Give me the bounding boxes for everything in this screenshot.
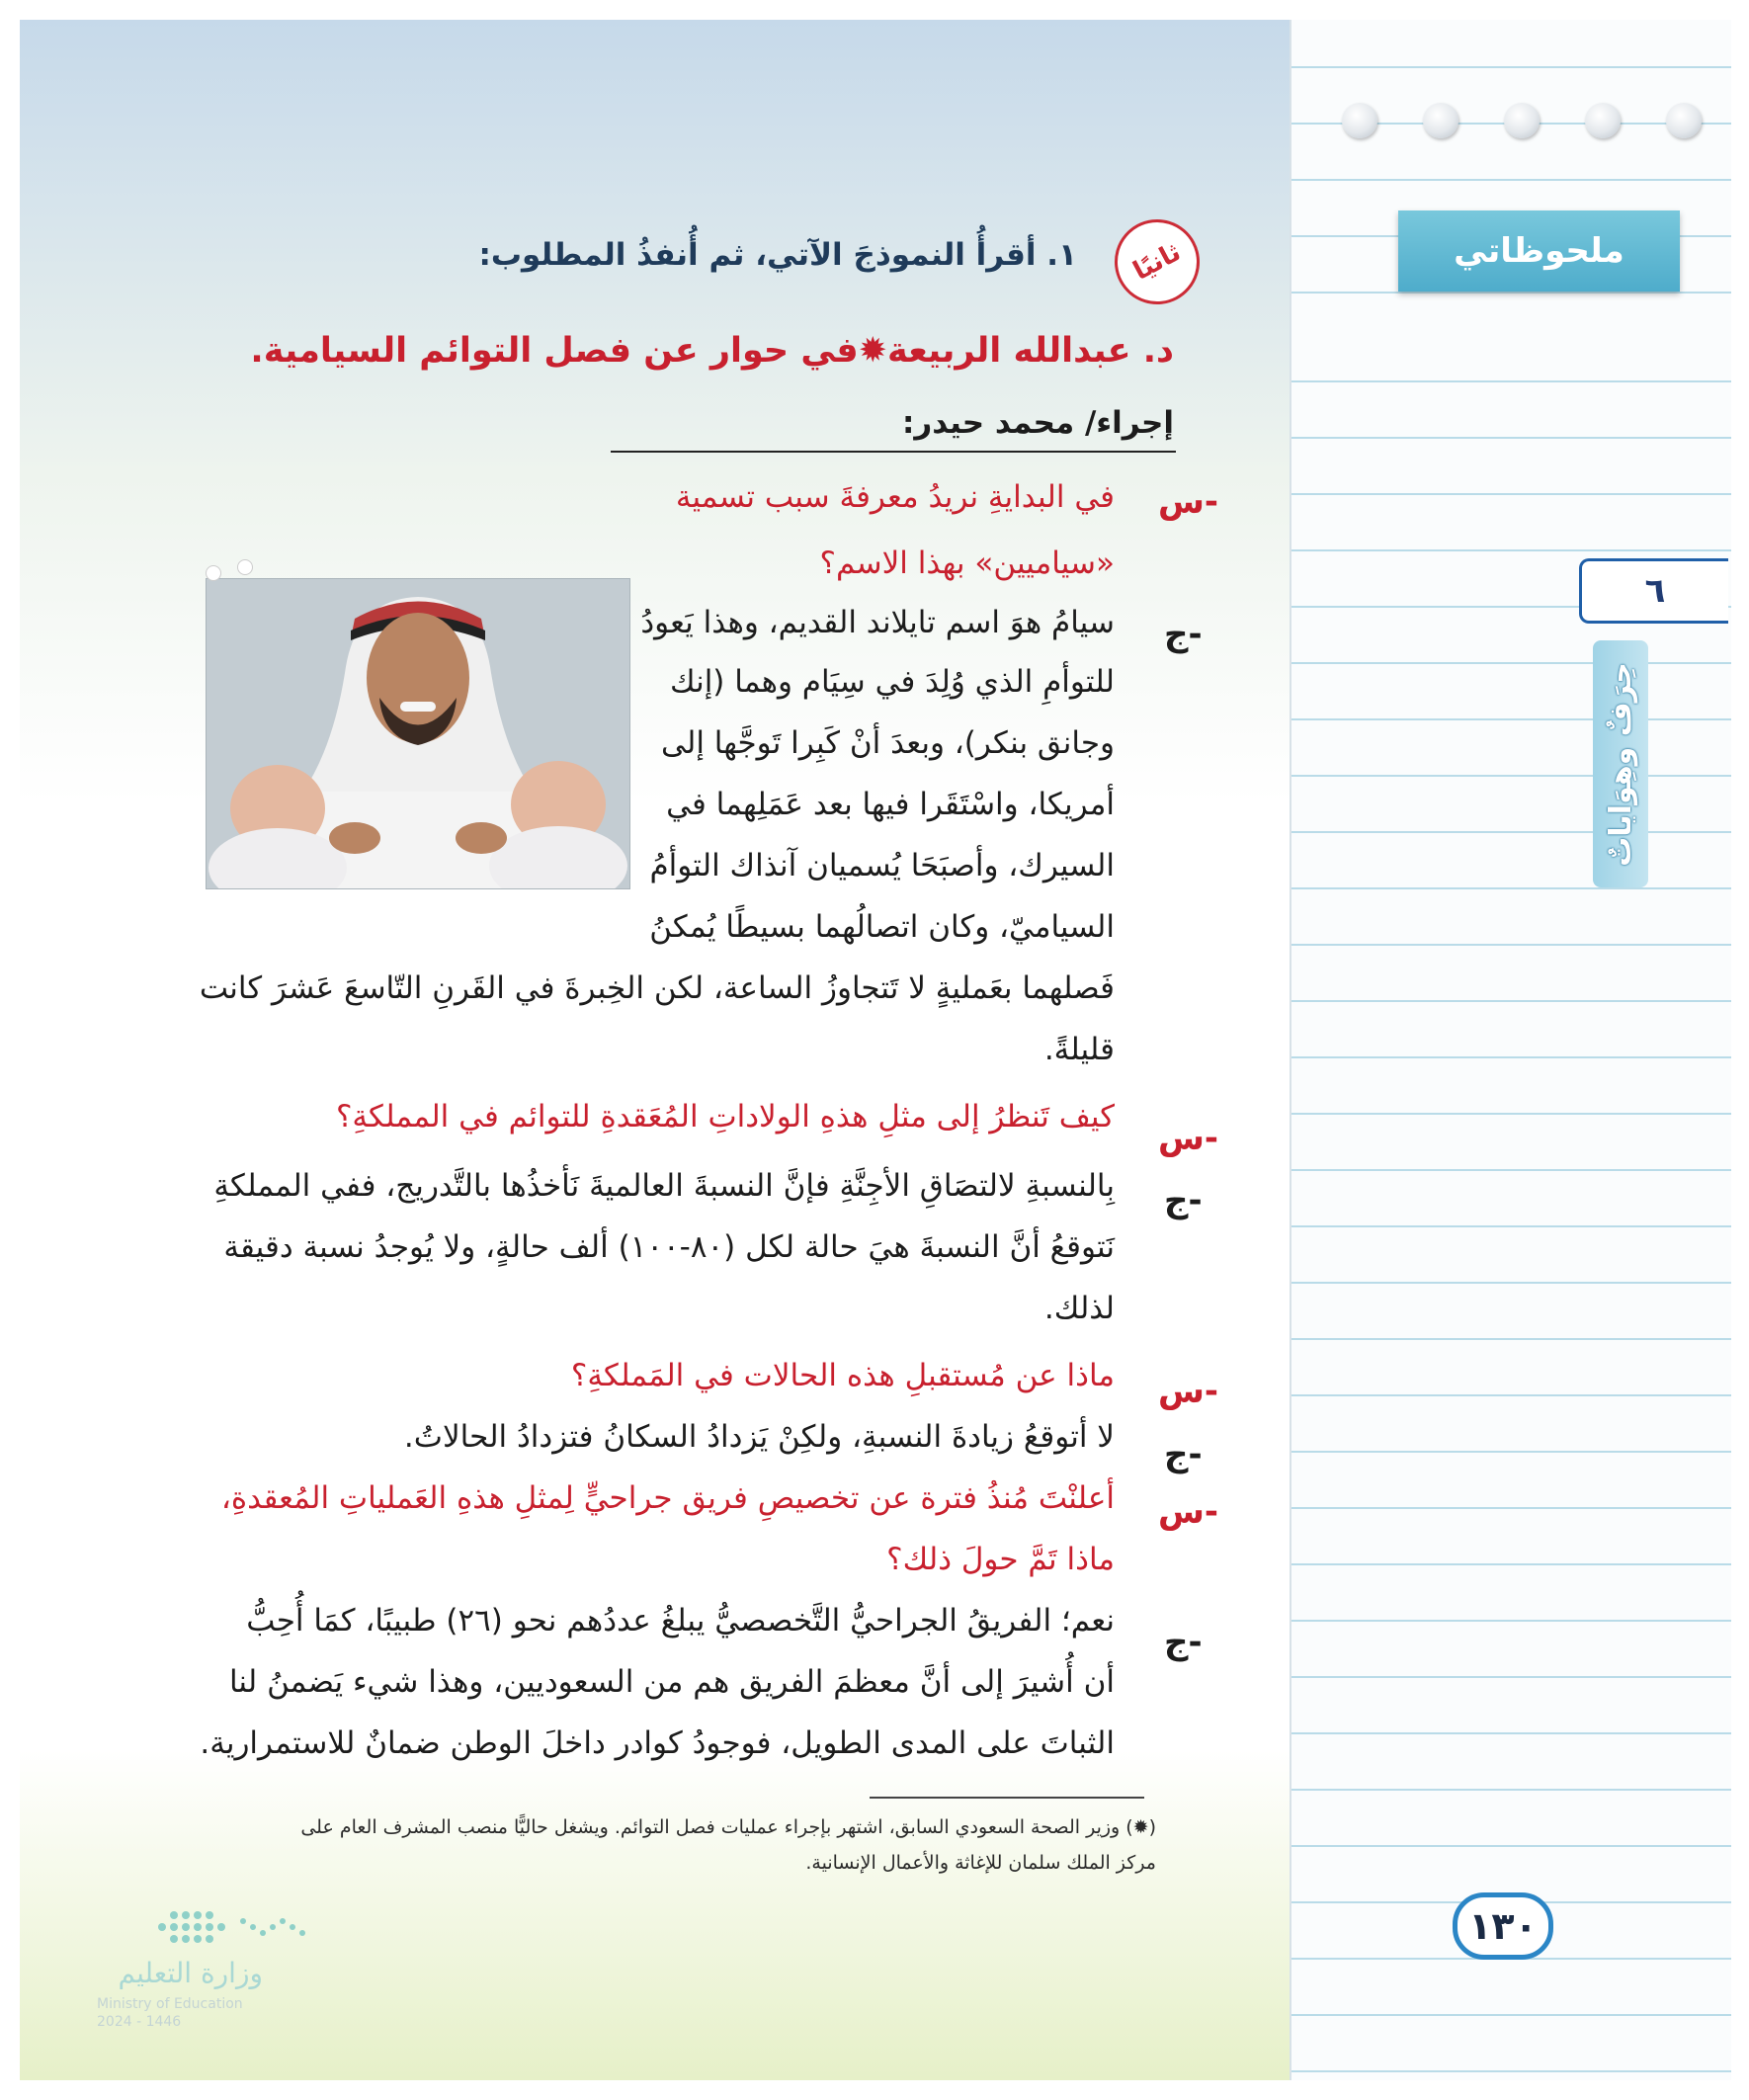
photo-doctor-with-twins xyxy=(206,578,630,889)
divider xyxy=(611,451,1176,453)
question-marker: س- xyxy=(1158,1119,1219,1158)
ministry-logo xyxy=(95,1907,342,2036)
q2-line: كيف تَنظرُ إلى مثلِ هذهِ الولاداتِ المُعَقدةِ للتوائم في المملكةِ؟ xyxy=(335,1099,1115,1134)
a1-line: للتوأمِ الذي وُلِدَ في سِيَام وهما (إنك xyxy=(669,664,1115,700)
instruction: ١. أقرأُ النموذجَ الآتي، ثم أُنفذُ المطلوب: xyxy=(478,237,1077,273)
question-marker: س- xyxy=(1158,1372,1219,1411)
ministry-arabic: وزارة التعليم xyxy=(118,1957,263,1989)
answer-marker: ج- xyxy=(1164,1181,1203,1220)
ministry-english: Ministry of Education xyxy=(97,1996,243,2012)
binder-hole-icon xyxy=(1423,103,1458,138)
unit-title: حِرَفٌ وهِوَاياتٌ xyxy=(1603,661,1638,867)
q1-line: في البدايةِ نريدُ معرفةَ سبب تسمية xyxy=(675,479,1115,515)
q1-line: «سياميين» بهذا الاسم؟ xyxy=(819,546,1115,581)
photo-illustration xyxy=(207,579,629,888)
a2-line: نَتوقعُ أنَّ النسبةَ هيَ حالة لكل (٨٠-١٠٠) ألف حالةٍ، ولا يُوجدُ نسبة دقيقة xyxy=(223,1229,1115,1265)
binder-hole-icon xyxy=(1585,103,1621,138)
dot-icon xyxy=(206,565,221,581)
unit-number: ٦ xyxy=(1579,558,1728,624)
a4-line: نعم؛ الفريقُ الجراحيُّ التَّخصصيُّ يبلغُ عددُهم نحو (٢٦) طبيبًا، كمَا أُحِبُّ xyxy=(246,1603,1115,1638)
a1-line: أمريكا، واسْتَقَرا فيها بعد عَمَلِهما في xyxy=(666,787,1115,822)
q4-line: ماذا تَمَّ حولَ ذلك؟ xyxy=(886,1542,1115,1577)
q3-line: ماذا عن مُستقبلِ هذه الحالات في المَملكةِ؟ xyxy=(570,1358,1115,1393)
footnote-divider xyxy=(870,1797,1144,1799)
a2-line: بِالنسبةِ لالتصَاقِ الأجِنَّةِ فإنَّ النسبةَ العالميةَ نَأخذُها بالتَّدريج، ففي المملكةِ xyxy=(213,1168,1115,1204)
page-number: ١٣٠ xyxy=(1453,1892,1553,1960)
footnote-line: مركز الملك سلمان للإغاثة والأعمال الإنسانية. xyxy=(805,1852,1156,1874)
ministry-logo-icon xyxy=(95,1907,342,1953)
q4-line: أعلنْتَ مُنذُ فترة عن تخصيصِ فريق جراحيٍّ لِمثلِ هذهِ العَملياتِ المُعقدةِ، xyxy=(220,1480,1115,1516)
article-title: د. عبدالله الربيعة✹في حوار عن فصل التوائم السيامية. xyxy=(250,331,1174,371)
footnote-line: (✹) وزير الصحة السعودي السابق، اشتهر بإجراء عمليات فصل التوائم. ويشغل حاليًّا منصب المشرف العام على xyxy=(300,1816,1156,1838)
interviewer: إجراء/ محمد حيدر: xyxy=(901,405,1174,441)
a1-line: سيامُ هوَ اسم تايلاند القديم، وهذا يَعودُ xyxy=(640,605,1115,640)
notes-tab: ملحوظاتي xyxy=(1398,210,1680,292)
a1-line: فَصلهما بعَمليةٍ لا تَتجاوزُ الساعة، لكن الخِبرةَ في القَرنِ التّاسعَ عَشرَ كانت xyxy=(199,970,1115,1006)
unit-title-tab xyxy=(1593,640,1648,887)
a1-line: وجانق بنكر)، وبعدَ أنْ كَبِرا تَوجَّها إلى xyxy=(661,725,1115,761)
question-marker: س- xyxy=(1158,482,1219,522)
binder-hole-icon xyxy=(1342,103,1377,138)
binder-hole-icon xyxy=(1504,103,1540,138)
answer-marker: ج- xyxy=(1164,1623,1203,1662)
binder-hole-icon xyxy=(1666,103,1702,138)
ministry-year: 2024 - 1446 xyxy=(97,2014,182,2030)
answer-marker: ج- xyxy=(1164,1435,1203,1474)
answer-marker: ج- xyxy=(1164,615,1203,654)
dot-icon xyxy=(237,559,253,575)
section-badge: ثانيًا xyxy=(1100,205,1214,319)
notes-panel xyxy=(1290,20,1731,2080)
a1-line: قليلةً. xyxy=(1043,1032,1115,1067)
a4-line: أن أُشيرَ إلى أنَّ معظمَ الفريق هم من السعوديين، وهذا شيء يَضمنُ لنا xyxy=(228,1664,1115,1700)
a4-line: الثباتَ على المدى الطويل، فوجودُ كوادر داخلَ الوطن ضمانٌ للاستمرارية. xyxy=(200,1725,1115,1761)
question-marker: س- xyxy=(1158,1492,1219,1532)
a2-line: لذلك. xyxy=(1043,1291,1115,1326)
a3-line: لا أتوقعُ زيادةَ النسبةِ، ولكِنْ يَزدادُ السكانُ فتزدادُ الحالاتُ. xyxy=(403,1419,1115,1455)
a1-line: السيرك، وأصبَحَا يُسميان آنذاك التوأمُ xyxy=(649,848,1115,883)
a1-line: السياميّ، وكان اتصالُهما بسيطًا يُمكنُ xyxy=(649,909,1115,945)
